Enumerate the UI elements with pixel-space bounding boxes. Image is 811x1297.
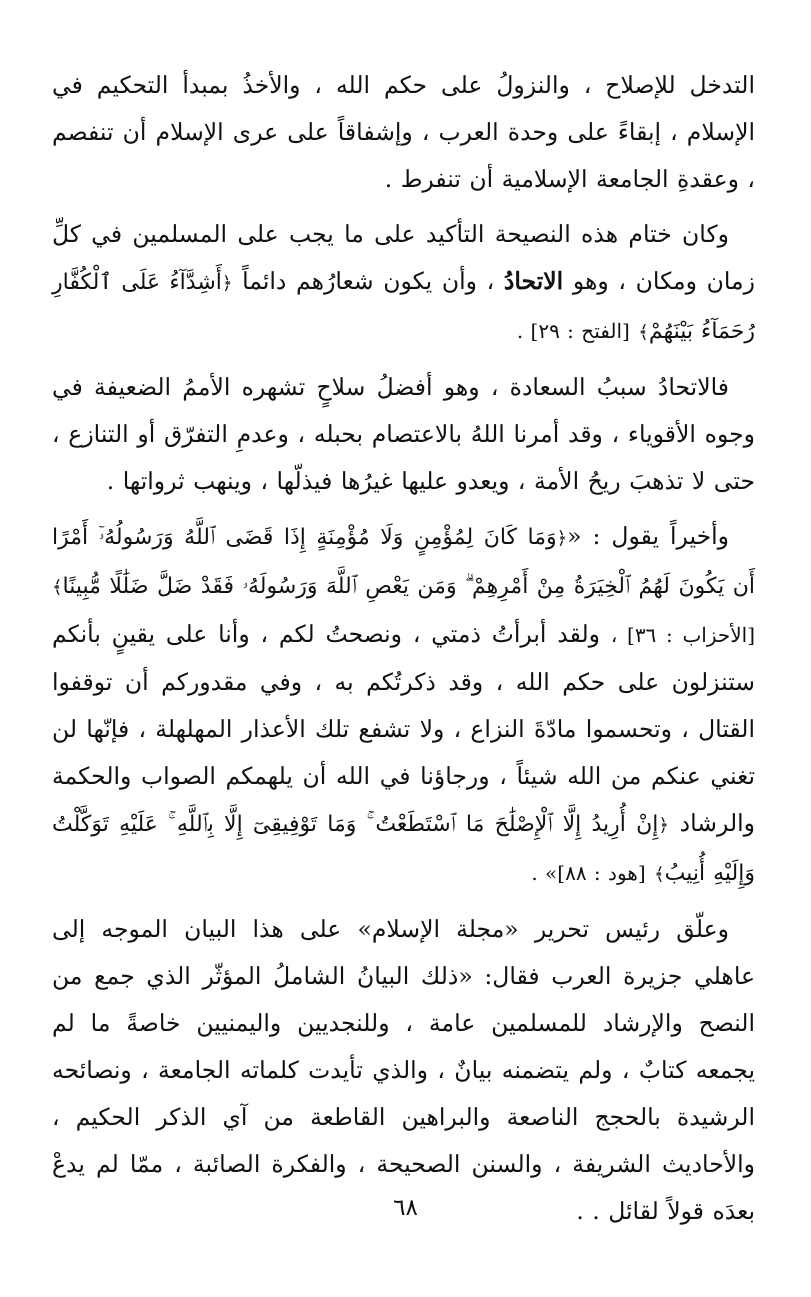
paragraph-3 (52, 364, 755, 505)
paragraph-5 (52, 906, 755, 1235)
paragraph-5-text: وعلّق رئيس تحرير «مجلة الإسلام» على هذا البيان الموجه إلى عاهلي جزيرة العرب فقال: «ذلك البيانُ الشاملُ المؤثّر الذي جمع من النصح والإرشاد للمسلمين عامة ، وللنجديين واليمنيين خاصةً ما لم يجمعه كتابٌ ، ولم يتضمنه بيانٌ ، والذي تأيدت كلماته الجامعة ، ونصائحه الرشيدة بالحجج الناصعة والبراهين القاطعة من آي الذكر الحكيم ، والأحاديث الشريفة ، والسنن الصحيحة ، والفكرة الصائبة ، ممّا لم يدعْ بعدَه قولاً لقائل . . (52, 915, 755, 1225)
document-page (52, 62, 755, 1243)
paragraph-2-after-keyword: ، وأن يكون شعارُهم دائماً (242, 267, 495, 295)
paragraph-1-text: التدخل للإصلاح ، والنزولُ على حكم الله ، والأخذُ بمبدأ التحكيم في الإسلام ، إبقاءً على وحدة العرب ، وإشفاقاً على عرى الإسلام أن تنفصم ، وعقدةِ الجامعة الإسلامية أن تنفرط . (52, 71, 755, 193)
page-number: ٦٨ (393, 1195, 418, 1221)
quran-verse-ahzab: وَمَا كَانَ لِمُؤْمِنٍ وَلَا مُؤْمِنَةٍ إِذَا قَضَى ٱللَّهُ وَرَسُولُهُۥٓ أَمْرًا أَن يَكُونَ لَهُمُ ٱلْخِيَرَةُ مِنْ أَمْرِهِمْ ۗ وَمَن يَعْصِ ٱللَّهَ وَرَسُولَهُۥ فَقَدْ ضَلَّ ضَلَٰلًا مُّبِينًا (52, 525, 755, 599)
paragraph-4-middle: ولقد أبرأتُ ذمتي ، ونصحتُ لكم ، وأنا على يقينٍ بأنكم ستنزلون على حكم الله ، وقد ذكرتُكم به ، وفي مقدوركم أن توقفوا القتال ، وتحسموا مادّةَ النزاع ، ولا تشفع تلك الأعذار المهلهلة ، فإنّها لن تغني عنكم من الله شيئاً ، ورجاؤنا في الله أن يلهمكم الصواب والحكمة والرشاد (52, 620, 755, 837)
paragraph-3-text: فالاتحادُ سببُ السعادة ، وهو أفضلُ سلاحٍ تشهره الأممُ الضعيفة في وجوه الأقوياء ، وقد أمرنا اللهُ بالاعتصام بحبله ، وعدمِ التفرّق أو التنازع ، حتى لا تذهبَ ريحُ الأمة ، ويعدو عليها غيرُها فيذلّها ، وينهب ثرواتها . (52, 373, 755, 495)
paragraph-2-intro: وكان ختام هذه النصيحة التأكيد على ما يجب على المسلمين في كلِّ زمان ومكان ، وهو (52, 220, 755, 295)
verse-reference-ahzab: [الأحزاب : ٣٦] ، (610, 623, 755, 647)
verse-reference-fath: [الفتح : ٢٩] . (516, 319, 630, 343)
quran-ornament-close-icon: ﴾ (52, 577, 63, 598)
paragraph-1 (52, 62, 755, 203)
quran-ornament-open-icon: ﴿ (221, 273, 233, 294)
paragraph-4 (52, 513, 755, 898)
quran-ornament-close-icon: ﴾ (654, 864, 665, 885)
quran-ornament-close-icon: ﴾ (638, 322, 649, 343)
keyword-ittihad: الاتحادُ (503, 267, 564, 295)
paragraph-4-intro: وأخيراً يقول : « (567, 522, 729, 550)
quran-verse-hud: إِنْ أُرِيدُ إِلَّا ٱلْإِصْلَٰحَ مَا ٱسْتَطَعْتُ ۚ وَمَا تَوْفِيقِىٓ إِلَّا بِٱللَّهِ ۚ عَلَيْهِ تَوَكَّلْتُ وَإِلَيْهِ أُنِيبُ (52, 812, 755, 886)
quran-ornament-open-icon: ﴿ (556, 528, 568, 549)
quran-ornament-open-icon: ﴿ (658, 815, 669, 836)
quran-verse-fath: أَشِدَّآءُ عَلَى ٱلْكُفَّارِ رُحَمَآءُ بَيْنَهُمْ (52, 270, 755, 344)
verse-reference-hud: [هود : ٨٨]» . (531, 861, 646, 885)
paragraph-2 (52, 211, 755, 356)
